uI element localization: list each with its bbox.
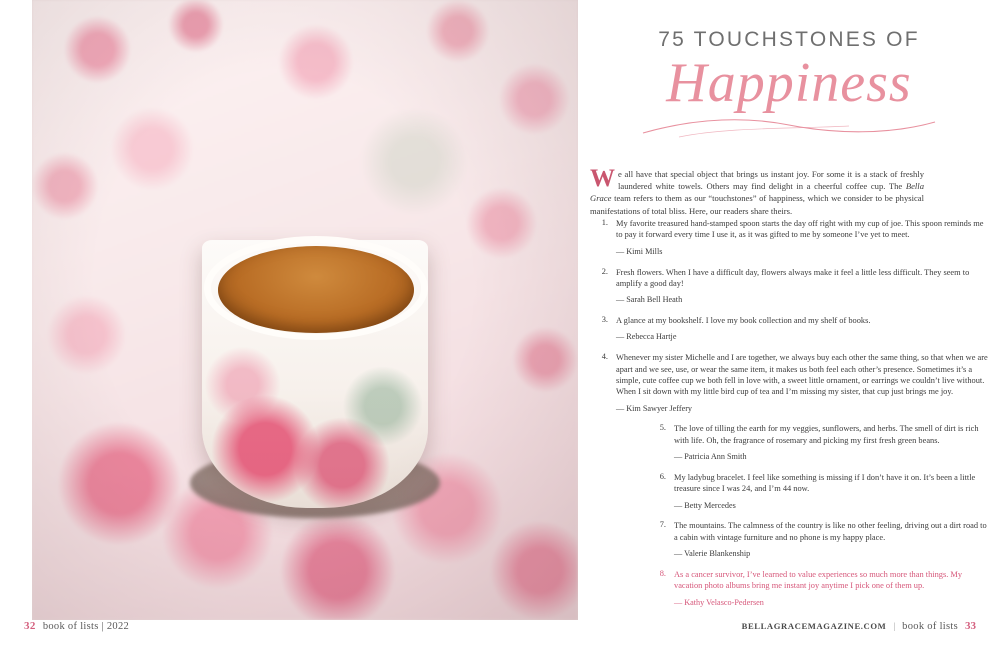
page-title-kicker: 75 TOUCHSTONES OF bbox=[658, 28, 920, 51]
magazine-website: BELLAGRACEMAGAZINE.COM bbox=[741, 621, 887, 631]
list-item-attribution: — Kathy Velasco-Pedersen bbox=[674, 597, 764, 607]
list-item-number: 8. bbox=[659, 568, 666, 578]
list-item-number: 1. bbox=[601, 218, 608, 227]
flourish-swash-icon bbox=[639, 115, 939, 141]
intro-paragraph bbox=[590, 165, 924, 217]
list-item-text: Fresh flowers. When I have a difficult day, flowers always make it feel a little less difficult. They seem to amplify a good day! bbox=[616, 267, 970, 288]
footer-right-label: book of lists bbox=[902, 621, 958, 632]
list-item bbox=[648, 569, 990, 609]
page-number-right: 33 bbox=[965, 620, 976, 632]
list-item-attribution: — Valerie Blankenship bbox=[674, 549, 751, 559]
footer-separator: | bbox=[893, 621, 896, 631]
article-title-block bbox=[578, 28, 1000, 141]
footer-right bbox=[742, 620, 976, 632]
list-item-text: The mountains. The calmness of the country is like no other feeling, driving out a dirt road to a cabin with vintage furniture and no phone is my happy place. bbox=[674, 521, 987, 542]
list-item-number: 6. bbox=[659, 471, 666, 481]
page-number-left: 32 bbox=[24, 620, 36, 632]
intro-text-2: team refers to them as our “touchstones” of happiness, which we consider to be physical manifestations of total bliss. Here, our readers share theirs. bbox=[590, 193, 924, 216]
list-item-attribution: — Betty Mercedes bbox=[674, 500, 736, 510]
list-item-text: A glance at my bookshelf. I love my book collection and my shelf of books. bbox=[616, 316, 871, 325]
list-item-text: My favorite treasured hand-stamped spoon starts the day off right with my cup of joe. This spoon reminds me to pay it forward every time I use it, as it was gifted to me by someone I’ve yet to meet. bbox=[616, 219, 984, 240]
drop-cap: W bbox=[590, 165, 615, 192]
list-item bbox=[648, 472, 990, 512]
list-item-text: As a cancer survivor, I’ve learned to value experiences so much more than things. My vacation photo albums bring me instant joy anytime I pick one of them up. bbox=[674, 569, 963, 591]
teacup-photograph bbox=[32, 0, 578, 620]
footer-left bbox=[24, 620, 129, 632]
page-title: Happiness bbox=[666, 52, 912, 114]
list-item-text: My ladybug bracelet. I feel like something is missing if I don’t have it on. It’s been a little treasure since I was 24, and I’m 44 now. bbox=[674, 472, 976, 494]
list-item bbox=[590, 315, 990, 343]
list-item-attribution: — Patricia Ann Smith bbox=[674, 452, 747, 462]
footer-left-label: book of lists | 2022 bbox=[42, 621, 130, 632]
touchstones-list bbox=[590, 218, 990, 617]
list-item bbox=[648, 423, 990, 463]
list-item-attribution: — Sarah Bell Heath bbox=[616, 295, 683, 305]
intro-text-1: e all have that special object that brings us instant joy. For some it is a stack of freshly laundered white towels. Others may find delight in a cheerful coffee cup. The bbox=[618, 169, 924, 192]
photo-vignette bbox=[32, 0, 578, 620]
list-item-attribution: — Kimi Mills bbox=[616, 246, 663, 256]
list-item bbox=[590, 267, 990, 307]
list-item-number: 3. bbox=[601, 315, 608, 324]
list-item bbox=[590, 218, 990, 258]
list-item bbox=[590, 352, 990, 414]
list-item-number: 7. bbox=[659, 520, 666, 530]
list-item-text: The love of tilling the earth for my veggies, sunflowers, and herbs. The smell of dirt is rich with life. Oh, the fragrance of rosemary and picking my first fresh green beans. bbox=[674, 424, 979, 445]
list-item-attribution: — Rebecca Hartje bbox=[616, 332, 677, 342]
list-item-number: 5. bbox=[659, 423, 666, 433]
list-item-number: 2. bbox=[601, 266, 608, 276]
list-item-text: Whenever my sister Michelle and I are together, we always buy each other the same thing, so that when we are apart and we see, use, or wear the same item, it makes us both feel each other’s presence. Sometimes it’s a simple, cute coffee cup we both fell in love with, a sweet little ornament, or earrings we couldn’t live without. When I sit down with my little bird cup of tea and I’m missing my sister, that cup just brings me joy. bbox=[616, 353, 988, 397]
list-item-number: 4. bbox=[601, 352, 608, 362]
right-page bbox=[578, 0, 1000, 646]
list-item bbox=[648, 520, 990, 560]
intro-italic-phrase: Bella Grace bbox=[590, 181, 924, 204]
list-item-attribution: — Kim Sawyer Jeffery bbox=[616, 403, 693, 413]
